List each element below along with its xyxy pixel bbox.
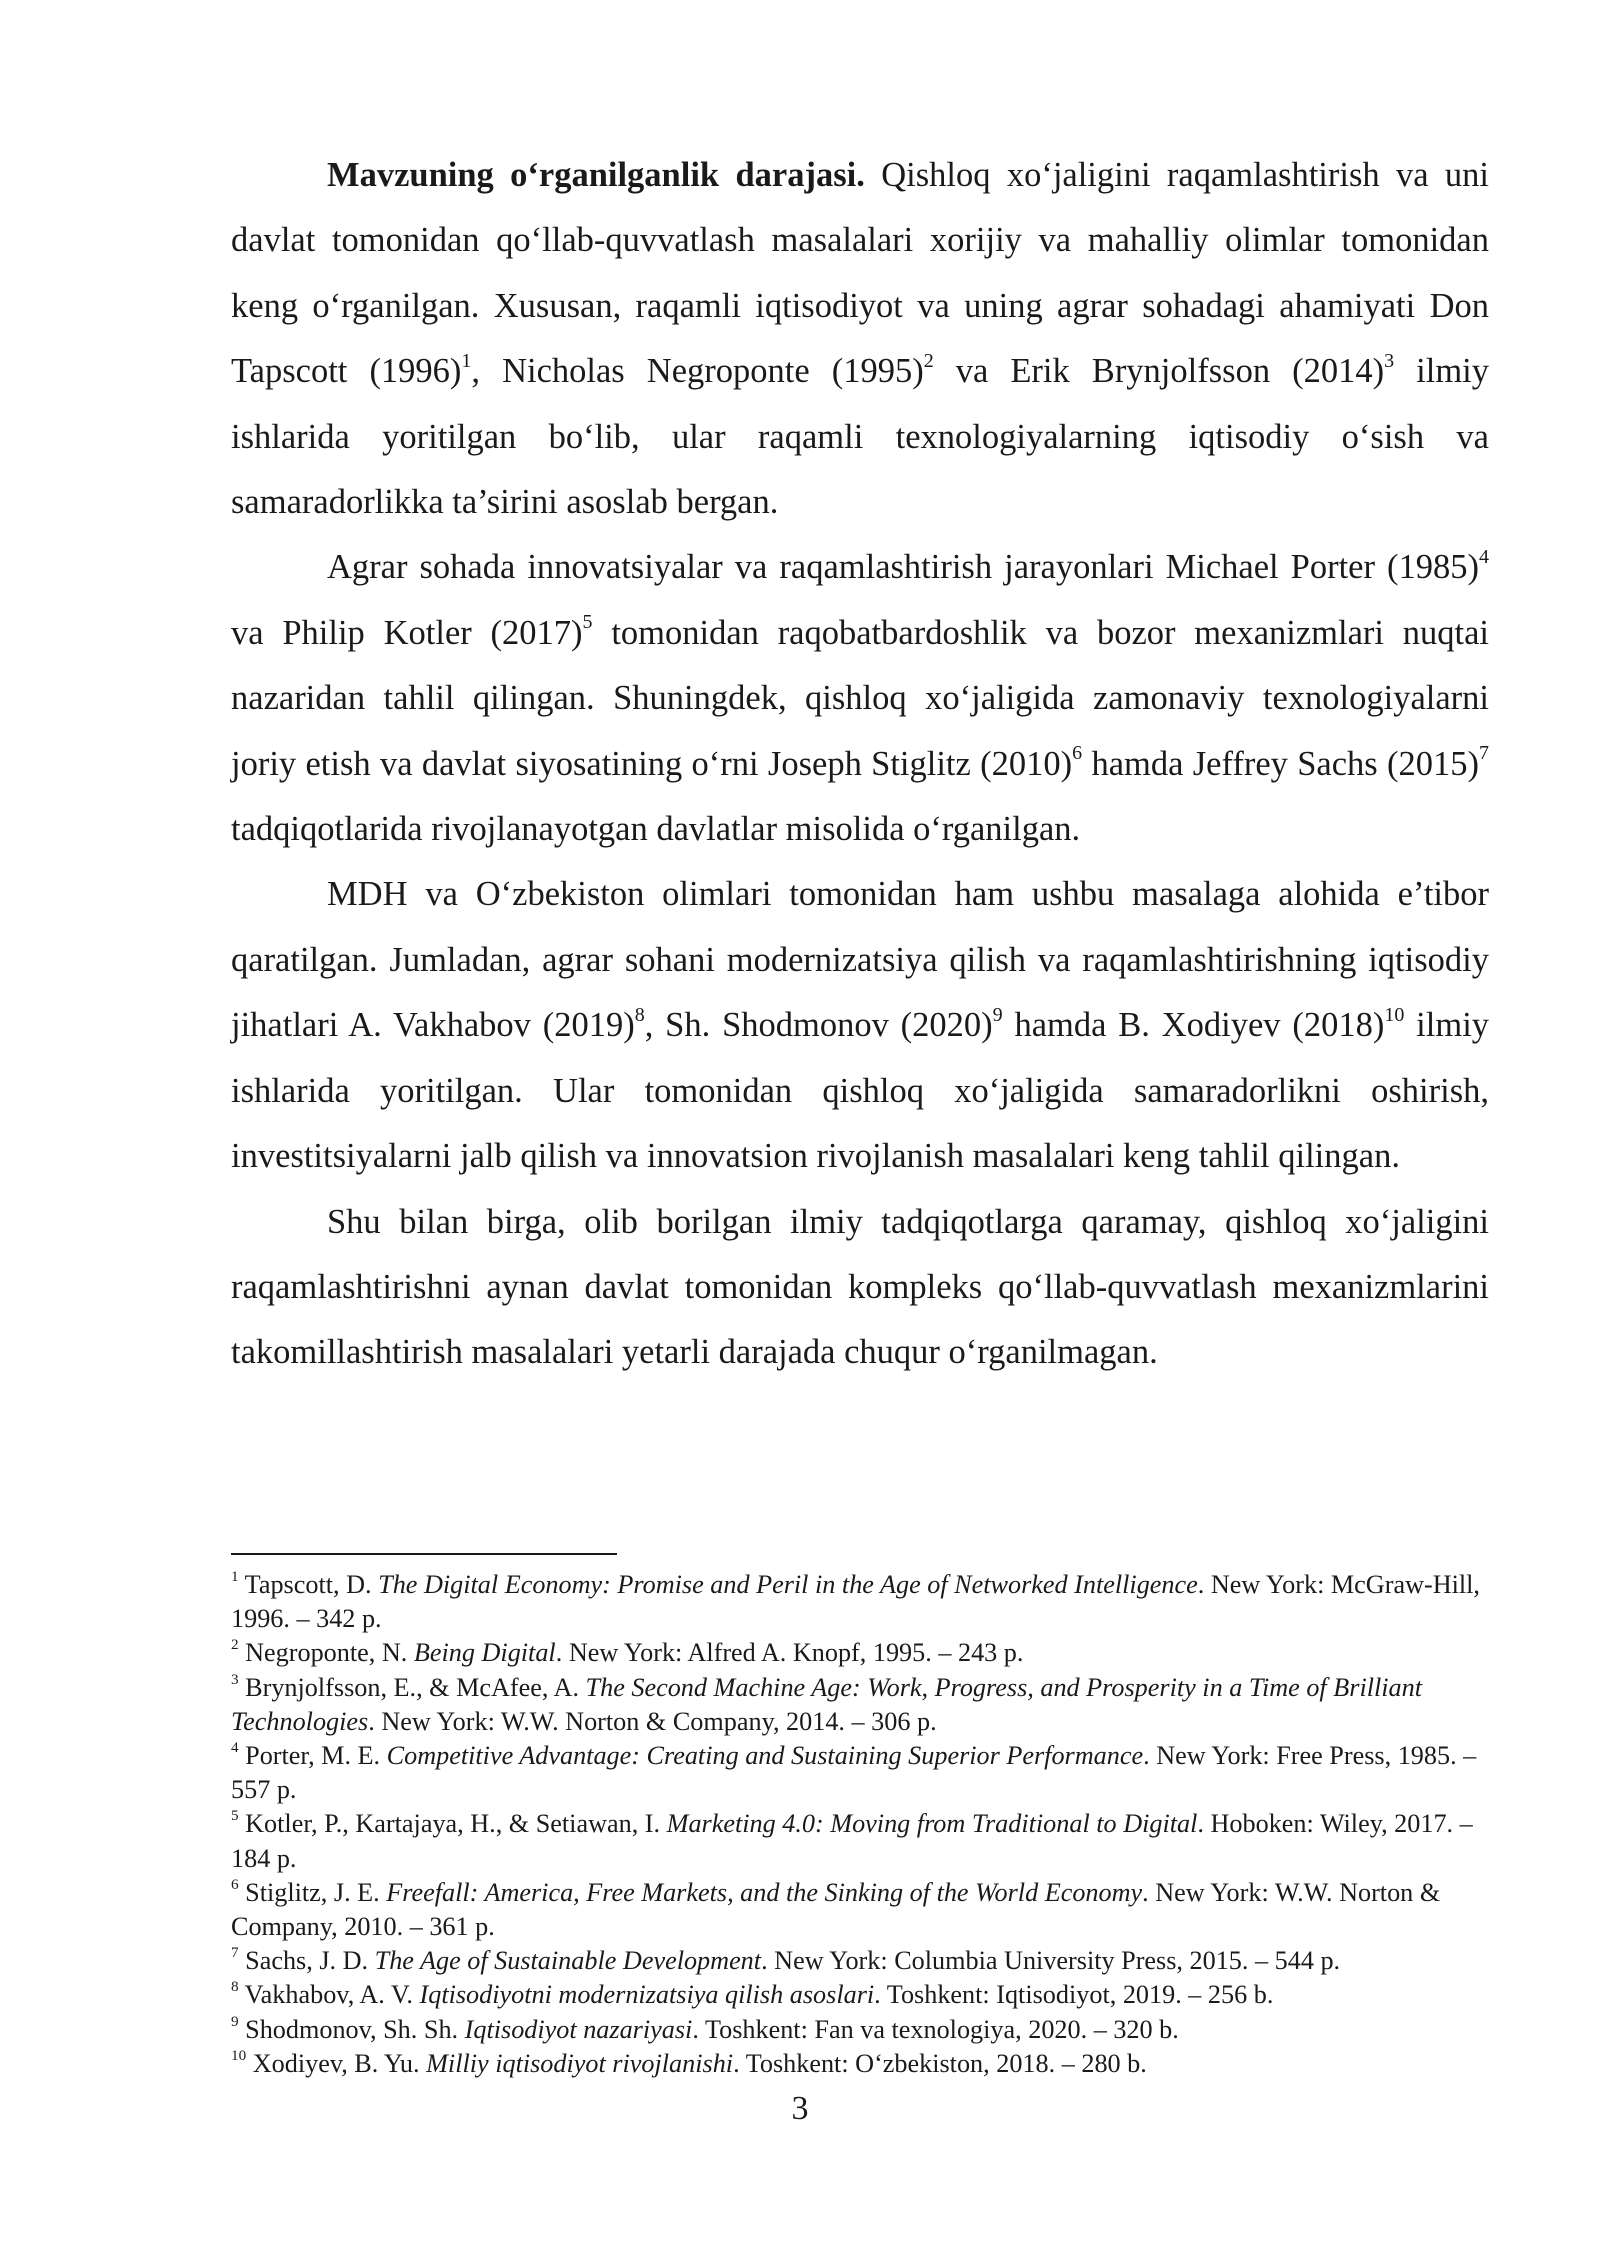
paragraph-text: hamda Jeffrey Sachs (2015) [1082, 744, 1479, 783]
footnote-ref: 8 [634, 1003, 645, 1026]
footnote-title: Being Digital [413, 1638, 556, 1668]
footnote [231, 1636, 1493, 1670]
footnote-number: 8 [231, 1978, 239, 1996]
footnote-author: Tapscott, D. [238, 1570, 379, 1599]
footnote [231, 1739, 1493, 1807]
footnote-title: Iqtisodiyot nazariyasi [464, 2014, 693, 2044]
paragraph-text: hamda B. Xodiyev (2018) [1002, 1006, 1385, 1045]
footnote-author: Sachs, J. D. [238, 1946, 375, 1976]
paragraph-text: Shu bilan birga, olib borilgan ilmiy tadqiqotlarga qaramay, qishloq xo‘jaligini raqamlashtirishni aynan davlat tomonidan kompleks qo‘llab-quvvatlash mexanizmlarini takomillashtirish masalalari yetarli darajada chuqur o‘rganilmagan. [231, 1202, 1489, 1372]
footnote-publisher: . New York: McGraw-Hill, 1996. – 342 p. [231, 1570, 1480, 1634]
footnote [231, 1876, 1493, 1944]
paragraph-text: tomonidan raqobatbardoshlik va bozor mexanizmlari nuqtai nazaridan tahlil qilingan. Shuningdek, qishloq xo‘jaligida zamonaviy texnologiyalarni joriy etish va davlat siyosatining o‘rni Joseph Stiglitz (2010) [231, 613, 1490, 783]
footnote-number: 2 [231, 1636, 239, 1654]
footnote-number: 1 [231, 1568, 239, 1585]
footnote-ref: 1 [461, 349, 472, 372]
footnote-number: 5 [231, 1807, 239, 1825]
footnote-title: Freefall: America, Free Markets, and the Sinking of the World Economy [386, 1877, 1143, 1907]
footnote-author: Porter, M. E. [238, 1741, 387, 1771]
footnote [231, 1807, 1493, 1875]
footnote-title: Competitive Advantage: Creating and Sustaining Superior Performance [386, 1741, 1144, 1771]
footnote [231, 1944, 1493, 1978]
footnote-author: Brynjolfsson, E., & McAfee, A. [238, 1672, 586, 1702]
paragraph [231, 1190, 1489, 1386]
footnote-ref: 7 [1479, 742, 1489, 765]
paragraph-text: , Sh. Shodmonov (2020) [644, 1006, 993, 1045]
footnote-author: Shodmonov, Sh. Sh. [238, 2014, 465, 2044]
footnote-author: Negroponte, N. [238, 1638, 414, 1668]
footnote [231, 1978, 1493, 2012]
footnote-number: 10 [231, 2046, 247, 2064]
footnote-ref: 9 [992, 1003, 1003, 1026]
footnote-title: The Digital Economy: Promise and Peril in the Age of Networked Intelligence [378, 1570, 1198, 1599]
paragraph-text: ilmiy ishlarida yoritilgan bo‘lib, ular raqamli texnologiyalarning iqtisodiy o‘sish va samaradorlikka ta’sirini asoslab bergan. [231, 352, 1490, 522]
footnote-number: 9 [231, 2012, 239, 2030]
paragraph [231, 143, 1489, 535]
footnote-ref: 5 [582, 611, 593, 634]
footnote-author: Stiglitz, J. E. [238, 1877, 387, 1907]
footnote [231, 1568, 1493, 1636]
footnote-ref: 3 [1384, 349, 1395, 372]
footnote-title: The Age of Sustainable Development [374, 1946, 762, 1976]
footnote-author: Vakhabov, A. V. [238, 1980, 420, 2010]
footnote-title: Milliy iqtisodiyot rivojlanishi [426, 2048, 734, 2078]
footnote [231, 2047, 1493, 2081]
footnote-title: The Second Machine Age: Work, Progress, and Prosperity in a Time of Brilliant Technologies [231, 1672, 1423, 1736]
footnote-number: 3 [231, 1670, 239, 1688]
footnote-separator [231, 1553, 617, 1555]
footnote-ref: 2 [923, 349, 934, 372]
footnote-title: Marketing 4.0: Moving from Traditional to Digital [666, 1809, 1198, 1839]
footnote-number: 6 [231, 1875, 239, 1893]
paragraph [231, 862, 1489, 1189]
footnote-number: 7 [231, 1944, 239, 1962]
footnotes [231, 1568, 1493, 2081]
paragraph-lead: Mavzuning o‘rganilganlik darajasi. [327, 156, 865, 194]
footnote-number: 4 [231, 1739, 239, 1757]
paragraph-text: ilmiy ishlarida yoritilgan. Ular tomonidan qishloq xo‘jaligida samaradorlikni oshirish, investitsiyalarni jalb qilish va innovatsion rivojlanish masalalari keng tahlil qilingan. [231, 1006, 1490, 1176]
footnote-publisher: . New York: W.W. Norton & Company, 2014. – 306 p. [368, 1706, 937, 1736]
footnote-publisher: . Hoboken: Wiley, 2017. – 184 p. [231, 1809, 1473, 1873]
paragraph-text: va Erik Brynjolfsson (2014) [933, 352, 1385, 391]
footnote-ref: 4 [1479, 545, 1489, 568]
paragraph-text: MDH va O‘zbekiston olimlari tomonidan ham ushbu masalaga alohida e’tibor qaratilgan. Jumladan, agrar sohani modernizatsiya qilish va raqamlashtirishning iqtisodiy jihatlari A. Vakhabov (2019) [231, 875, 1489, 1045]
footnote-publisher: . New York: Free Press, 1985. – 557 p. [231, 1741, 1477, 1805]
footnote [231, 1671, 1493, 1739]
footnote-publisher: . New York: Alfred A. Knopf, 1995. – 243 p. [555, 1638, 1024, 1668]
footnote-ref: 6 [1072, 742, 1083, 765]
page-number: 3 [791, 2090, 809, 2127]
footnote-author: Kotler, P., Kartajaya, H., & Setiawan, I. [238, 1809, 667, 1839]
footnote-publisher: . New York: Columbia University Press, 2015. – 544 p. [761, 1946, 1341, 1976]
paragraph-text: , Nicholas Negroponte (1995) [471, 352, 924, 391]
footnote-ref: 10 [1384, 1003, 1405, 1026]
footnote-publisher: . Toshkent: Fan va texnologiya, 2020. – 320 b. [692, 2014, 1179, 2044]
paragraph-text: Agrar sohada innovatsiyalar va raqamlashtirish jarayonlari Michael Porter (1985) [327, 548, 1479, 587]
footnote-author: Xodiyev, B. Yu. [246, 2048, 427, 2078]
footnote-publisher: . New York: W.W. Norton & Company, 2010. – 361 p. [231, 1877, 1441, 1942]
footnote [231, 2013, 1493, 2047]
footnote-publisher: . Toshkent: Iqtisodiyot, 2019. – 256 b. [874, 1980, 1274, 2010]
footnote-title: Iqtisodiyotni modernizatsiya qilish asoslari [419, 1980, 875, 2010]
footnote-publisher: . Toshkent: O‘zbekiston, 2018. – 280 b. [733, 2048, 1147, 2078]
paragraph-text: Qishloq xo‘jaligini raqamlashtirish va uni davlat tomonidan qo‘llab-quvvatlash masalalari xorijiy va mahalliy olimlar tomonidan keng o‘rganilgan. Xususan, raqamli iqtisodiyot va uning agrar sohadagi ahamiyati Don Tapscott (1996) [231, 156, 1489, 391]
paragraph-text: va Philip Kotler (2017) [231, 613, 583, 652]
paragraph [231, 535, 1489, 862]
paragraph-text: tadqiqotlarida rivojlanayotgan davlatlar misolida o‘rganilgan. [231, 810, 1081, 849]
body-text [231, 143, 1489, 1386]
